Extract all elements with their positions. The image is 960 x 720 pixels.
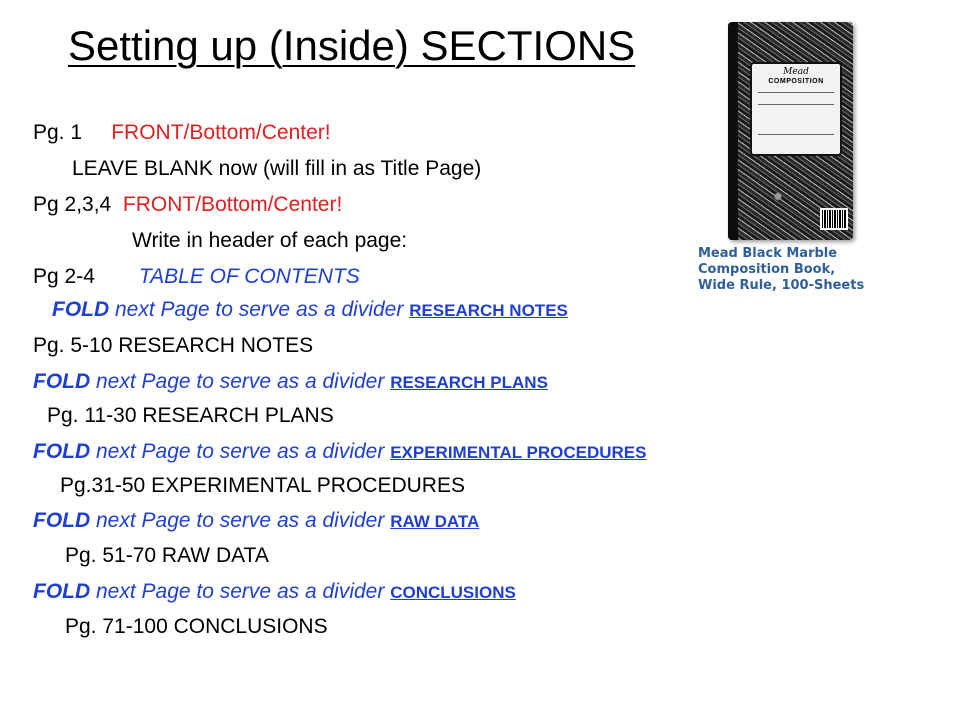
fold-keyword: FOLD	[33, 370, 91, 393]
fold-text: next Page to serve as a divider	[96, 440, 385, 463]
barcode-icon	[820, 208, 848, 230]
fold-instruction-research-plans	[33, 369, 548, 396]
label-rule	[758, 92, 834, 93]
image-caption: Mead Black Marble Composition Book, Wide Rule, 100-Sheets	[698, 246, 865, 293]
divider-link[interactable]: CONCLUSIONS	[390, 583, 516, 602]
line-pg-1	[33, 120, 331, 146]
placement-note: FRONT/Bottom/Center!	[111, 121, 331, 144]
fold-keyword: FOLD	[52, 298, 110, 321]
composition-notebook-image	[728, 22, 853, 240]
slide-title: Setting up (Inside) SECTIONS	[68, 22, 636, 69]
divider-link[interactable]: RAW DATA	[390, 512, 480, 531]
notebook-product: COMPOSITION	[768, 78, 824, 85]
fold-text: next Page to serve as a divider	[96, 509, 385, 532]
line-pg-31-50: Pg.31-50 EXPERIMENTAL PROCEDURES	[60, 474, 465, 497]
fold-keyword: FOLD	[33, 580, 91, 603]
page-range: Pg 2-4	[33, 265, 95, 288]
line-pg-2-3-4	[33, 192, 342, 218]
fold-instruction-conclusions	[33, 579, 516, 606]
notebook-spine	[728, 22, 738, 240]
line-pg-5-10: Pg. 5-10 RESEARCH NOTES	[33, 334, 314, 357]
fold-instruction-experimental-procedures	[33, 439, 646, 466]
fold-keyword: FOLD	[33, 440, 91, 463]
line-pg-51-70: Pg. 51-70 RAW DATA	[65, 544, 269, 567]
notebook-brand: Mead	[783, 67, 809, 77]
toc-label: TABLE OF CONTENTS	[138, 265, 360, 288]
divider-link[interactable]: RESEARCH NOTES	[409, 301, 568, 320]
divider-link[interactable]: RESEARCH PLANS	[390, 373, 548, 392]
fold-instruction-raw-data	[33, 508, 479, 535]
fold-instruction-research-notes	[52, 297, 568, 324]
notebook-label	[750, 62, 842, 156]
page-range: Pg 2,3,4	[33, 193, 112, 216]
label-rule	[758, 134, 834, 135]
line-pg-71-100: Pg. 71-100 CONCLUSIONS	[65, 615, 328, 638]
line-pg-11-30: Pg. 11-30 RESEARCH PLANS	[47, 404, 334, 427]
line-leave-blank: LEAVE BLANK now (will fill in as Title Page)	[72, 157, 482, 180]
line-pg-2-4	[33, 264, 360, 290]
fold-text: next Page to serve as a divider	[115, 298, 404, 321]
fold-text: next Page to serve as a divider	[96, 580, 385, 603]
divider-link[interactable]: EXPERIMENTAL PROCEDURES	[390, 443, 647, 462]
fold-text: next Page to serve as a divider	[96, 370, 385, 393]
label-rule	[758, 104, 834, 105]
line-write-header: Write in header of each page:	[132, 229, 408, 252]
page-range: Pg. 1	[33, 121, 83, 144]
placement-note: FRONT/Bottom/Center!	[122, 193, 343, 216]
fold-keyword: FOLD	[33, 509, 91, 532]
